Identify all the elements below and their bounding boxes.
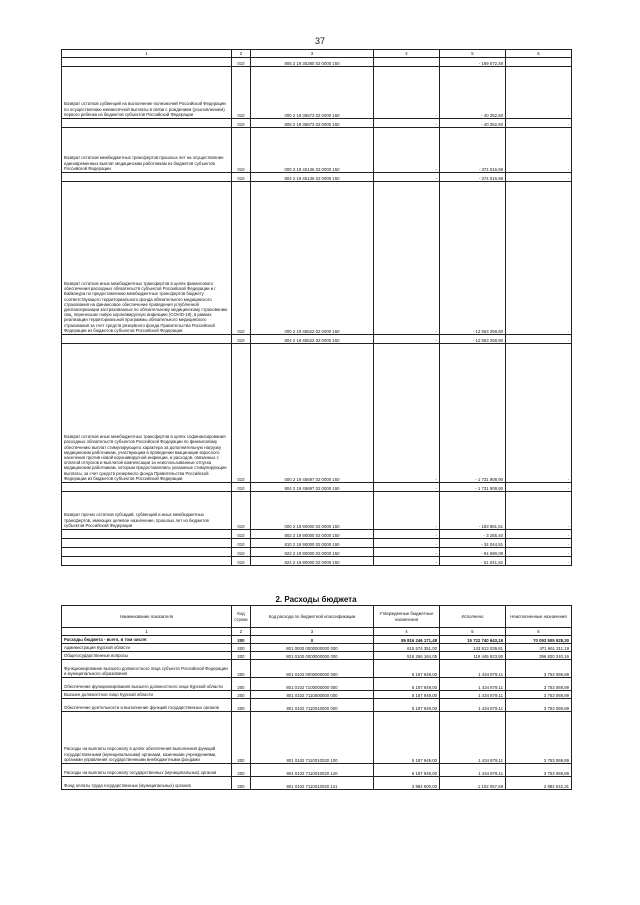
column-number: 1 bbox=[62, 50, 232, 58]
approved-amount: - bbox=[374, 128, 440, 173]
approved-amount: - bbox=[374, 182, 440, 335]
table-row bbox=[62, 636, 572, 644]
approved-amount: - bbox=[374, 335, 440, 344]
unexecuted-amount bbox=[506, 58, 572, 67]
column-number-row bbox=[62, 50, 572, 58]
budget-expenses-table bbox=[61, 605, 572, 790]
table-row bbox=[62, 128, 572, 173]
unexecuted-amount: 3 753 069,89 bbox=[506, 660, 572, 678]
approved-amount: 5 187 949,00 bbox=[374, 678, 440, 691]
table-row bbox=[62, 712, 572, 764]
table-row bbox=[62, 539, 572, 548]
column-number-row bbox=[62, 628, 572, 636]
unexecuted-amount: - bbox=[506, 530, 572, 539]
line-code: 010 bbox=[232, 182, 251, 335]
unexecuted-amount: 3 753 069,89 bbox=[506, 764, 572, 777]
indicator-name: Возврат остатков иных межбюджетных трансфертов в целях софинансирования расходных обязательств субъектов Российской Федерации по финансовому обеспечению выплат стимулирующего характера за дополнительную нагрузку медицинским работникам, участвующим в проведении вакцинации взрослого населения против новой коронавирусной инфекции, и расходов, связанных с оплатой отпусков и выплатой компенсации за неиспользованные отпуска медицинским работникам, которым предоставлялись указанные стимулирующие выплаты, за счет средств резервного фонда Правительства Российской Федерации из бюджетов субъектов Российской Федерации bbox=[62, 344, 232, 483]
executed-amount: 1 434 879,11 bbox=[440, 691, 506, 699]
indicator-name: Обеспечение функционирования высшего должностного лица Курской области bbox=[62, 678, 232, 691]
classification-code: 802 2 19 90000 02 0000 150 bbox=[251, 530, 374, 539]
indicator-name bbox=[62, 173, 232, 182]
unexecuted-amount: 3 753 069,89 bbox=[506, 691, 572, 699]
column-header: Наименование показателя bbox=[62, 606, 232, 628]
indicator-name bbox=[62, 58, 232, 67]
indicator-name bbox=[62, 539, 232, 548]
column-number: 1 bbox=[62, 628, 232, 636]
table-row bbox=[62, 335, 572, 344]
classification-code: 801 0102 7110010020 100 bbox=[251, 712, 374, 764]
indicator-name: Функционирование высшего должностного лица субъекта Российской Федерации и муниципального образования bbox=[62, 660, 232, 678]
approved-amount: 3 984 600,00 bbox=[374, 777, 440, 790]
indicator-name: Высшее должностное лицо Курской области bbox=[62, 691, 232, 699]
approved-amount: - bbox=[374, 530, 440, 539]
approved-amount: - bbox=[374, 344, 440, 483]
indicator-name bbox=[62, 483, 232, 492]
line-code: 010 bbox=[232, 119, 251, 128]
indicator-name bbox=[62, 119, 232, 128]
approved-amount: 516 266 164,05 bbox=[374, 652, 440, 660]
approved-amount: - bbox=[374, 557, 440, 566]
indicator-name bbox=[62, 548, 232, 557]
table-row bbox=[62, 492, 572, 530]
line-code: 010 bbox=[232, 483, 251, 492]
unexecuted-amount: 471 661 311,19 bbox=[506, 644, 572, 652]
classification-code: 824 2 19 90000 02 0000 150 bbox=[251, 557, 374, 566]
approved-amount: - bbox=[374, 492, 440, 530]
indicator-name: Возврат остатков иных межбюджетных трансфертов в целях финансового обеспечения расходных обязательств субъектов Российской Федерации и г. Байконура по предоставлению межбюджетных трансфертов бюджету соответствующего территориального фонда обязательного медицинского страхования на финансовое обеспечение проведения углубленной диспансеризации застрахованных по обязательному медицинскому страхованию лиц, перенесших новую коронавирусную инфекцию (COVID-19), в рамках реализации территориальной программы обязательного медицинского страхования за счет средств резервного фонда Правительства Российской Федерации из бюджетов субъектов Российской Федерации bbox=[62, 182, 232, 335]
executed-amount: 1 434 879,11 bbox=[440, 699, 506, 712]
column-header-row bbox=[62, 606, 572, 628]
executed-amount: 143 913 039,81 bbox=[440, 644, 506, 652]
column-header: Неисполненные назначения bbox=[506, 606, 572, 628]
approved-amount: 85 816 246 171,48 bbox=[374, 636, 440, 644]
approved-amount: 5 187 949,00 bbox=[374, 764, 440, 777]
classification-code: 801 0100 0000000000 000 bbox=[251, 652, 374, 660]
indicator-name: Обеспечение деятельности и выполнение функций государственных органов bbox=[62, 699, 232, 712]
approved-amount: 615 574 351,00 bbox=[374, 644, 440, 652]
classification-code: 801 0102 7110010000 000 bbox=[251, 699, 374, 712]
unexecuted-amount: - bbox=[506, 128, 572, 173]
classification-code: 000 2 19 45136 02 0000 150 bbox=[251, 128, 374, 173]
classification-code: 000 2 19 45697 02 0000 150 bbox=[251, 344, 374, 483]
line-code: 010 bbox=[232, 492, 251, 530]
classification-code: 801 0000 0000000000 000 bbox=[251, 644, 374, 652]
indicator-name: Расходы на выплаты персоналу в целях обеспечения выполнения функций государственными (муниципальными) органами, казенными учреждениями, органами управления государственными внебюджетными фондами bbox=[62, 712, 232, 764]
unexecuted-amount: - bbox=[506, 483, 572, 492]
unexecuted-amount: - bbox=[506, 67, 572, 119]
column-number: 4 bbox=[374, 628, 440, 636]
approved-amount: - bbox=[374, 539, 440, 548]
unexecuted-amount: - bbox=[506, 182, 572, 335]
line-code: 010 bbox=[232, 173, 251, 182]
unexecuted-amount: 2 882 542,31 bbox=[506, 777, 572, 790]
line-code: 010 bbox=[232, 557, 251, 566]
classification-code: 000 2 19 90000 02 0000 150 bbox=[251, 492, 374, 530]
line-code: 200 bbox=[232, 699, 251, 712]
indicator-name: Возврат остатков субвенций на выполнение полномочий Российской Федерации по осуществлению ежемесячной выплаты в связи с рождением (усыновлением) первого ребенка из бюджетов субъектов Российской Федерации bbox=[62, 67, 232, 119]
indicator-name: Расходы на выплаты персоналу государственных (муниципальных) органов bbox=[62, 764, 232, 777]
unexecuted-amount: 3 753 069,89 bbox=[506, 712, 572, 764]
approved-amount: - bbox=[374, 67, 440, 119]
approved-amount: - bbox=[374, 548, 440, 557]
table-row bbox=[62, 548, 572, 557]
table-row bbox=[62, 182, 572, 335]
classification-code: 822 2 19 90000 02 0000 150 bbox=[251, 548, 374, 557]
executed-amount: 1 102 057,69 bbox=[440, 777, 506, 790]
classification-code: 804 2 19 45622 02 0000 150 bbox=[251, 335, 374, 344]
executed-amount: 1 434 879,11 bbox=[440, 678, 506, 691]
column-header: Утвержденные бюджетные назначения bbox=[374, 606, 440, 628]
column-header: Код расхода по бюджетной классификации bbox=[251, 606, 374, 628]
line-code: 010 bbox=[232, 530, 251, 539]
unexecuted-amount: - bbox=[506, 344, 572, 483]
executed-amount: - 40 352,60 bbox=[440, 67, 506, 119]
column-number: 4 bbox=[374, 50, 440, 58]
executed-amount: - 1 731 908,90 bbox=[440, 483, 506, 492]
executed-amount: - 34 044,51 bbox=[440, 539, 506, 548]
table-row bbox=[62, 660, 572, 678]
executed-amount: - 40 352,60 bbox=[440, 119, 506, 128]
executed-amount: - 1 731 908,90 bbox=[440, 344, 506, 483]
table-row bbox=[62, 557, 572, 566]
line-code: 010 bbox=[232, 67, 251, 119]
line-code: 010 bbox=[232, 58, 251, 67]
executed-amount: 1 434 879,11 bbox=[440, 712, 506, 764]
table-row bbox=[62, 483, 572, 492]
executed-amount: - 169 572,48 bbox=[440, 58, 506, 67]
executed-amount: 1 434 879,11 bbox=[440, 764, 506, 777]
line-code: 010 bbox=[232, 335, 251, 344]
classification-code: 801 0102 7100000000 000 bbox=[251, 678, 374, 691]
classification-code: 804 2 19 45697 02 0000 150 bbox=[251, 483, 374, 492]
line-code: 200 bbox=[232, 712, 251, 764]
column-number: 6 bbox=[506, 50, 572, 58]
column-number: 5 bbox=[440, 50, 506, 58]
indicator-name: Возврат остатков межбюджетных трансфертов прошлых лет на осуществление единовременных выплат медицинским работникам из бюджетов субъектов Российской Федерации bbox=[62, 128, 232, 173]
classification-code: 804 2 19 45136 02 0000 150 bbox=[251, 173, 374, 182]
indicator-name bbox=[62, 557, 232, 566]
classification-code: 805 2 19 35573 02 0000 150 bbox=[251, 119, 374, 128]
classification-code: X bbox=[251, 636, 374, 644]
classification-code: 805 2 19 35380 02 0000 150 bbox=[251, 58, 374, 67]
unexecuted-amount: - bbox=[506, 492, 572, 530]
unexecuted-amount: - bbox=[506, 539, 572, 548]
approved-amount: 5 187 949,00 bbox=[374, 699, 440, 712]
unexecuted-amount: - bbox=[506, 335, 572, 344]
table-row bbox=[62, 777, 572, 790]
executed-amount: - 183 881,61 bbox=[440, 492, 506, 530]
approved-amount: 5 187 949,00 bbox=[374, 660, 440, 678]
table-row bbox=[62, 119, 572, 128]
indicator-name: Администрация Курской области bbox=[62, 644, 232, 652]
executed-amount: 15 722 740 643,18 bbox=[440, 636, 506, 644]
unexecuted-amount: - bbox=[506, 119, 572, 128]
line-code: 200 bbox=[232, 644, 251, 652]
unexecuted-amount: 70 093 505 528,30 bbox=[506, 636, 572, 644]
approved-amount: 5 187 949,00 bbox=[374, 691, 440, 699]
executed-amount: 1 434 879,11 bbox=[440, 660, 506, 678]
approved-amount: - bbox=[374, 483, 440, 492]
column-number: 2 bbox=[232, 50, 251, 58]
indicator-name bbox=[62, 335, 232, 344]
table-row bbox=[62, 652, 572, 660]
line-code: 200 bbox=[232, 660, 251, 678]
table-row bbox=[62, 58, 572, 67]
line-code: 010 bbox=[232, 539, 251, 548]
income-returns-table bbox=[61, 49, 572, 566]
classification-code: 801 0102 7110010020 120 bbox=[251, 764, 374, 777]
unexecuted-amount: - bbox=[506, 557, 572, 566]
table-row bbox=[62, 699, 572, 712]
line-code: 200 bbox=[232, 777, 251, 790]
executed-amount: - 374 516,98 bbox=[440, 173, 506, 182]
line-code: 200 bbox=[232, 678, 251, 691]
executed-amount: 119 445 923,90 bbox=[440, 652, 506, 660]
indicator-name: Фонд оплаты труда государственных (муниципальных) органов bbox=[62, 777, 232, 790]
executed-amount: - 3 265,40 bbox=[440, 530, 506, 539]
indicator-name: Возврат прочих остатков субсидий, субвенций и иных межбюджетных трансфертов, имеющих целевое назначение, прошлых лет из бюджетов субъектов Российской Федерации bbox=[62, 492, 232, 530]
column-number: 2 bbox=[232, 628, 251, 636]
approved-amount: - bbox=[374, 173, 440, 182]
page-number: 37 bbox=[314, 36, 325, 46]
table-row bbox=[62, 764, 572, 777]
line-code: 200 bbox=[232, 691, 251, 699]
executed-amount: - 12 553 259,80 bbox=[440, 182, 506, 335]
line-code: 010 bbox=[232, 344, 251, 483]
classification-code: 000 2 19 35573 02 0000 150 bbox=[251, 67, 374, 119]
classification-code: 000 2 19 45622 02 0000 150 bbox=[251, 182, 374, 335]
section-title: 2. Расходы бюджета bbox=[275, 595, 357, 604]
line-code: 010 bbox=[232, 128, 251, 173]
column-header: Код строки bbox=[232, 606, 251, 628]
line-code: 200 bbox=[232, 764, 251, 777]
classification-code: 810 2 19 90000 02 0000 150 bbox=[251, 539, 374, 548]
executed-amount: - 12 553 259,80 bbox=[440, 335, 506, 344]
classification-code: 801 0102 0000000000 000 bbox=[251, 660, 374, 678]
executed-amount: - 94 690,08 bbox=[440, 548, 506, 557]
unexecuted-amount: 396 820 240,16 bbox=[506, 652, 572, 660]
indicator-name: Расходы бюджета - всего, в том числе: bbox=[62, 636, 232, 644]
unexecuted-amount: - bbox=[506, 548, 572, 557]
table-row bbox=[62, 344, 572, 483]
table-row bbox=[62, 530, 572, 539]
column-number: 6 bbox=[506, 628, 572, 636]
indicator-name bbox=[62, 530, 232, 539]
classification-code: 801 0102 7110000000 000 bbox=[251, 691, 374, 699]
line-code: 200 bbox=[232, 652, 251, 660]
unexecuted-amount: 3 753 069,89 bbox=[506, 699, 572, 712]
line-code: 010 bbox=[232, 548, 251, 557]
classification-code: 801 0102 7110010020 121 bbox=[251, 777, 374, 790]
approved-amount: - bbox=[374, 119, 440, 128]
executed-amount: - 51 041,62 bbox=[440, 557, 506, 566]
table-row bbox=[62, 173, 572, 182]
column-number: 3 bbox=[251, 50, 374, 58]
indicator-name: Общегосударственные вопросы bbox=[62, 652, 232, 660]
line-code: 200 bbox=[232, 636, 251, 644]
approved-amount: 5 187 949,00 bbox=[374, 712, 440, 764]
approved-amount bbox=[374, 58, 440, 67]
table-row bbox=[62, 644, 572, 652]
table-row bbox=[62, 691, 572, 699]
column-number: 5 bbox=[440, 628, 506, 636]
table-row bbox=[62, 678, 572, 691]
unexecuted-amount: 3 753 069,89 bbox=[506, 678, 572, 691]
unexecuted-amount: - bbox=[506, 173, 572, 182]
executed-amount: - 374 516,98 bbox=[440, 128, 506, 173]
column-header: Исполнено bbox=[440, 606, 506, 628]
column-number: 3 bbox=[251, 628, 374, 636]
table-row bbox=[62, 67, 572, 119]
